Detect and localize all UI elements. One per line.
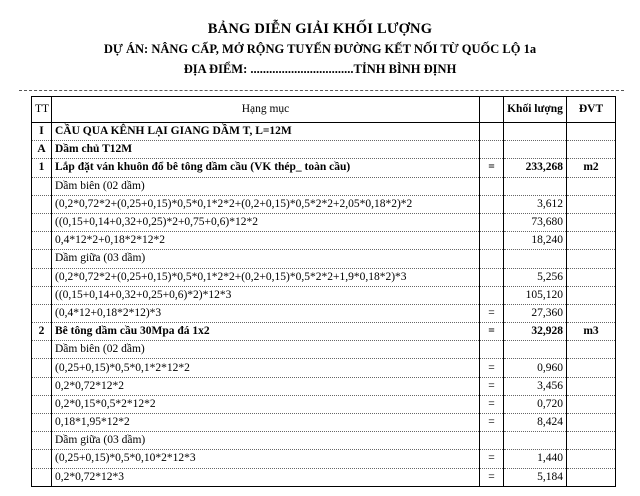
table-header-row xyxy=(32,97,616,123)
row-quantity: 27,360 xyxy=(504,304,567,322)
row-number xyxy=(32,195,52,213)
row-equals xyxy=(480,195,504,213)
row-number xyxy=(32,268,52,286)
row-unit xyxy=(567,395,616,413)
row-item: Bê tông dầm cầu 30Mpa đá 1x2 xyxy=(52,323,480,341)
row-unit xyxy=(567,177,616,195)
row-quantity xyxy=(504,250,567,268)
row-equals: = xyxy=(480,323,504,341)
row-equals xyxy=(480,213,504,231)
row-quantity xyxy=(504,432,567,450)
row-unit xyxy=(567,213,616,231)
table-row xyxy=(32,414,616,432)
table-row xyxy=(32,195,616,213)
table-row xyxy=(32,159,616,177)
row-number: A xyxy=(32,141,52,159)
row-number: 2 xyxy=(32,323,52,341)
row-equals xyxy=(480,232,504,250)
table-row xyxy=(32,395,616,413)
row-number: I xyxy=(32,123,52,141)
document-title: BẢNG DIỄN GIẢI KHỐI LƯỢNG xyxy=(207,21,433,37)
table-row xyxy=(32,432,616,450)
col-header-qty: Khối lượng xyxy=(504,97,567,123)
row-item: (0,2*0,72*2+(0,25+0,15)*0,5*0,1*2*2+(0,2+0,15)*0,5*2*2+2,05*0,18*2)*2 xyxy=(52,195,480,213)
col-header-item: Hạng mục xyxy=(52,97,480,123)
row-item: 0,2*0,72*12*2 xyxy=(52,377,480,395)
row-unit: m3 xyxy=(567,323,616,341)
row-quantity xyxy=(504,341,567,359)
row-number xyxy=(32,395,52,413)
row-number xyxy=(32,377,52,395)
header-separator xyxy=(19,90,624,91)
row-equals xyxy=(480,268,504,286)
row-quantity: 8,424 xyxy=(504,414,567,432)
row-item: Lắp đặt ván khuôn đổ bê tông dầm cầu (VK thép_ toàn cầu) xyxy=(52,159,480,177)
row-equals xyxy=(480,123,504,141)
row-number xyxy=(32,359,52,377)
row-number xyxy=(32,250,52,268)
row-item: 0,4*12*2+0,18*2*12*2 xyxy=(52,232,480,250)
row-number xyxy=(32,232,52,250)
row-item: (0,2*0,72*2+(0,25+0,15)*0,5*0,1*2*2+(0,2+0,15)*0,5*2*2+1,9*0,18*2)*3 xyxy=(52,268,480,286)
table-row xyxy=(32,213,616,231)
table-row xyxy=(32,304,616,322)
row-item: Dầm biên (02 dầm) xyxy=(52,177,480,195)
row-equals: = xyxy=(480,395,504,413)
row-number xyxy=(32,177,52,195)
row-unit xyxy=(567,304,616,322)
row-unit xyxy=(567,195,616,213)
row-item: (0,25+0,15)*0,5*0,10*2*12*3 xyxy=(52,450,480,468)
table-row xyxy=(32,141,616,159)
row-equals: = xyxy=(480,377,504,395)
row-equals xyxy=(480,141,504,159)
location-line: ĐỊA ĐIỂM: .................................TỈNH BÌNH ĐỊNH xyxy=(183,62,457,76)
row-item: Dầm giữa (03 dầm) xyxy=(52,432,480,450)
table-row xyxy=(32,268,616,286)
row-quantity: 5,256 xyxy=(504,268,567,286)
row-unit xyxy=(567,286,616,304)
table-row xyxy=(32,123,616,141)
table-row xyxy=(32,468,616,486)
row-number xyxy=(32,468,52,486)
row-number xyxy=(32,341,52,359)
row-unit xyxy=(567,141,616,159)
table-row xyxy=(32,377,616,395)
row-equals xyxy=(480,250,504,268)
table-row xyxy=(32,177,616,195)
row-number xyxy=(32,450,52,468)
table-row xyxy=(32,341,616,359)
row-equals: = xyxy=(480,468,504,486)
row-item: 0,2*0,15*0,5*2*12*2 xyxy=(52,395,480,413)
quantity-table xyxy=(31,96,616,487)
col-header-eq xyxy=(480,97,504,123)
row-equals xyxy=(480,341,504,359)
table-row xyxy=(32,232,616,250)
row-quantity: 105,120 xyxy=(504,286,567,304)
row-quantity: 0,720 xyxy=(504,395,567,413)
row-equals: = xyxy=(480,159,504,177)
row-quantity: 18,240 xyxy=(504,232,567,250)
row-quantity: 73,680 xyxy=(504,213,567,231)
row-quantity xyxy=(504,177,567,195)
row-quantity xyxy=(504,141,567,159)
row-unit xyxy=(567,123,616,141)
row-item: Dầm biên (02 dầm) xyxy=(52,341,480,359)
col-header-tt: TT xyxy=(32,97,52,123)
row-item: CẦU QUA KÊNH LẠI GIANG DẦM T, L=12M xyxy=(52,123,480,141)
row-number xyxy=(32,414,52,432)
row-unit xyxy=(567,414,616,432)
row-item: ((0,15+0,14+0,32+0,25+0,6)*2)*12*3 xyxy=(52,286,480,304)
row-equals: = xyxy=(480,450,504,468)
table-row xyxy=(32,250,616,268)
table-row xyxy=(32,359,616,377)
col-header-unit: ĐVT xyxy=(567,97,616,123)
row-quantity: 0,960 xyxy=(504,359,567,377)
row-unit xyxy=(567,268,616,286)
project-line: DỰ ÁN: NÂNG CẤP, MỞ RỘNG TUYẾN ĐƯỜNG KẾT NỐI TỪ QUỐC LỘ 1a xyxy=(103,42,537,56)
row-item: Dầm giữa (03 dầm) xyxy=(52,250,480,268)
table-row xyxy=(32,286,616,304)
row-item: Dầm chủ T12M xyxy=(52,141,480,159)
row-unit xyxy=(567,468,616,486)
table-row xyxy=(32,323,616,341)
row-number xyxy=(32,286,52,304)
table-row xyxy=(32,450,616,468)
row-number: 1 xyxy=(32,159,52,177)
row-number xyxy=(32,213,52,231)
row-quantity: 3,456 xyxy=(504,377,567,395)
row-quantity xyxy=(504,123,567,141)
row-unit: m2 xyxy=(567,159,616,177)
row-equals xyxy=(480,286,504,304)
row-quantity: 1,440 xyxy=(504,450,567,468)
row-quantity: 3,612 xyxy=(504,195,567,213)
row-quantity: 5,184 xyxy=(504,468,567,486)
row-equals xyxy=(480,432,504,450)
row-number xyxy=(32,432,52,450)
row-item: (0,4*12+0,18*2*12)*3 xyxy=(52,304,480,322)
row-equals: = xyxy=(480,304,504,322)
row-equals: = xyxy=(480,359,504,377)
row-unit xyxy=(567,432,616,450)
row-unit xyxy=(567,377,616,395)
row-item: 0,2*0,72*12*3 xyxy=(52,468,480,486)
row-number xyxy=(32,304,52,322)
row-unit xyxy=(567,341,616,359)
row-equals xyxy=(480,177,504,195)
row-unit xyxy=(567,359,616,377)
row-item: 0,18*1,95*12*2 xyxy=(52,414,480,432)
row-unit xyxy=(567,232,616,250)
row-quantity: 233,268 xyxy=(504,159,567,177)
row-unit xyxy=(567,450,616,468)
row-item: (0,25+0,15)*0,5*0,1*2*12*2 xyxy=(52,359,480,377)
row-item: ((0,15+0,14+0,32+0,25)*2+0,75+0,6)*12*2 xyxy=(52,213,480,231)
row-equals: = xyxy=(480,414,504,432)
row-quantity: 32,928 xyxy=(504,323,567,341)
row-unit xyxy=(567,250,616,268)
